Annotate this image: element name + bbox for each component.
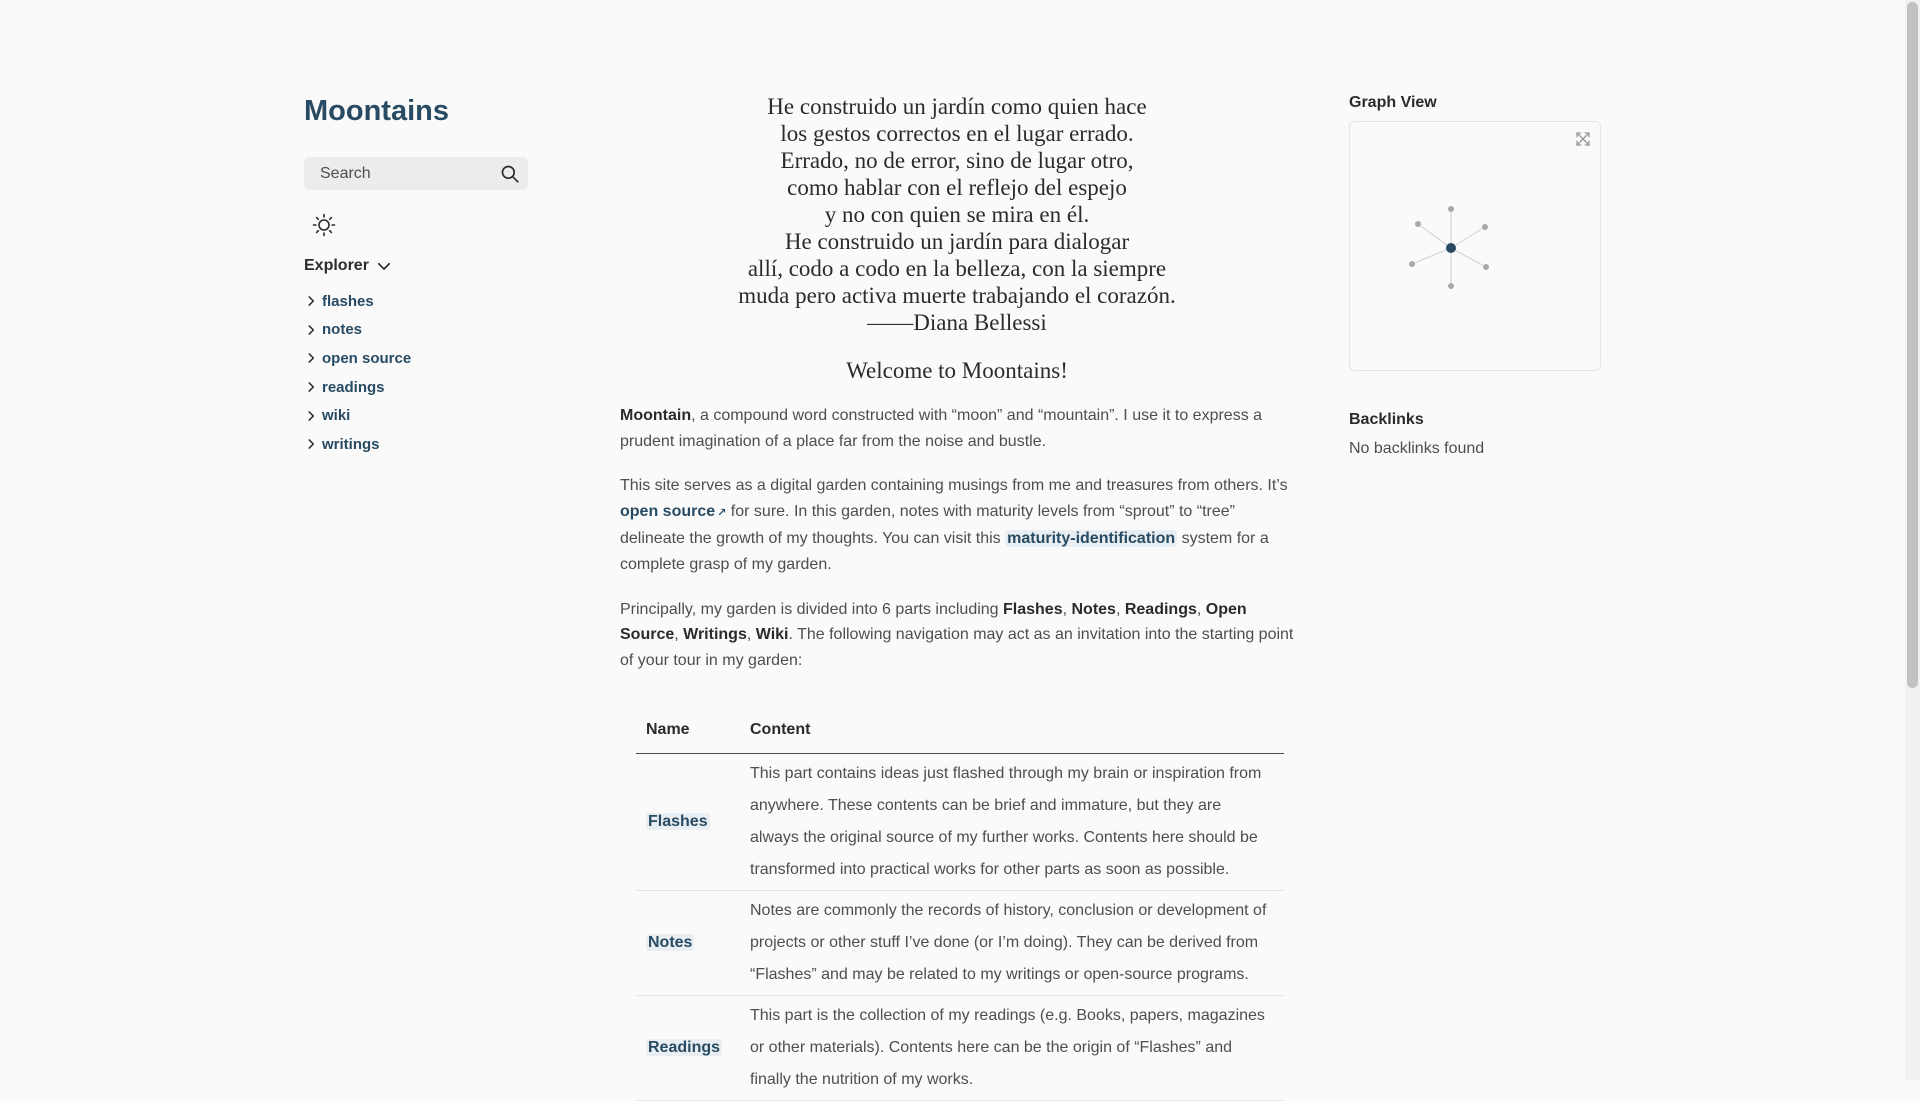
external-link-icon: ↗ — [717, 506, 727, 519]
table-cell-content: This part contains ideas just flashed through my brain or inspiration from anywhere. These contents can be brief and immature, but they are always the original source of my further works. Contents here should be transformed into practical works for other parts as soon as possible. — [740, 754, 1284, 891]
sun-icon — [312, 213, 336, 237]
table-row — [636, 754, 1284, 891]
chevron-right-icon — [304, 437, 318, 451]
paragraph-text: for sure. In this garden, notes with maturity levels from “sprout” to “tree” delineate the growth of my thoughts. You can visit this — [620, 502, 1235, 548]
chevron-right-icon — [304, 323, 318, 337]
separator: , — [1115, 600, 1125, 618]
explorer-item-writings[interactable] — [304, 430, 544, 459]
table-cell-content: Notes are commonly the records of history, conclusion or development of projects or other stuff I’ve done (or I’m doing). They can be derived from “Flashes” and may be related to my writings or open-source programs. — [740, 891, 1284, 996]
paragraph-text: system for a complete grasp of my garden. — [620, 530, 1269, 573]
graph-node[interactable] — [1448, 283, 1454, 289]
term-moontain: Moontain — [620, 407, 692, 424]
paragraph-text: , a compound word constructed with “moon” and “mountain”. I use it to express a prudent imagination of a place far from the noise and bustle. — [620, 407, 1263, 450]
poem-line: y no con quien se mira en él. — [824, 202, 1090, 227]
poem — [620, 93, 1294, 336]
graph-node[interactable] — [1448, 206, 1454, 212]
explorer-item-label: flashes — [322, 292, 374, 310]
readings-link[interactable]: Readings — [648, 1039, 721, 1057]
poem-line: He construido un jardín para dialogar — [784, 229, 1130, 254]
link-label: open source — [620, 502, 716, 520]
graph-canvas[interactable] — [1350, 122, 1602, 372]
backlinks-empty-text: No backlinks found — [1349, 440, 1485, 457]
graph-node[interactable] — [1482, 224, 1488, 230]
separator: , — [1196, 600, 1206, 618]
explorer-item-readings[interactable] — [304, 373, 544, 402]
site-title[interactable]: Moontains — [304, 95, 449, 127]
article — [620, 93, 1294, 1101]
explorer-item-flashes[interactable] — [304, 287, 544, 316]
poem-author: ——Diana Bellessi — [867, 310, 1047, 335]
paragraph-text: . The following navigation may act as an invitation into the starting point of your tour in my garden: — [620, 626, 1294, 669]
chevron-right-icon — [304, 380, 318, 394]
explorer-item-label: readings — [322, 378, 385, 396]
poem-line: como hablar con el reflejo del espejo — [787, 175, 1127, 200]
intro-paragraph-3 — [620, 597, 1294, 674]
part-flashes: Flashes — [1003, 600, 1063, 618]
explorer-item-label: open source — [322, 349, 412, 367]
explorer-item-label: notes — [322, 321, 363, 339]
maturity-identification-link[interactable]: maturity-identification — [1007, 530, 1176, 548]
expand-graph-icon[interactable] — [1574, 130, 1592, 148]
poem-line: muda pero activa muerte trabajando el corazón. — [738, 283, 1176, 308]
column-header-content: Content — [740, 711, 1284, 754]
flashes-link[interactable]: Flashes — [648, 813, 708, 831]
separator: , — [746, 626, 756, 644]
intro-paragraph-1 — [620, 403, 1294, 454]
part-open-source: Open Source — [620, 600, 1247, 644]
table-cell-name — [636, 996, 740, 1101]
part-wiki: Wiki — [755, 626, 789, 644]
explorer-item-open-source[interactable] — [304, 344, 544, 373]
table-row — [636, 996, 1284, 1101]
part-readings: Readings — [1124, 600, 1197, 618]
separator: , — [1062, 600, 1072, 618]
column-header-name: Name — [636, 711, 740, 754]
table-cell-content: This part is the collection of my readings (e.g. Books, papers, magazines or other materials). Contents here can be the origin of “Flashes” and finally the nutrition of my works. — [740, 996, 1284, 1101]
graph-view[interactable] — [1349, 121, 1601, 371]
explorer-item-wiki[interactable] — [304, 401, 544, 430]
part-writings: Writings — [683, 626, 747, 644]
poem-line: allí, codo a codo en la belleza, con la siempre — [747, 256, 1167, 281]
navigation-table-wrapper — [636, 711, 1284, 1101]
table-row — [636, 891, 1284, 996]
poem-line: los gestos correctos en el lugar errado. — [780, 121, 1134, 146]
separator: , — [674, 626, 684, 644]
explorer-item-notes[interactable] — [304, 316, 544, 345]
explorer-toggle[interactable] — [304, 257, 544, 275]
intro-paragraph-2 — [620, 473, 1294, 577]
explorer-item-label: writings — [322, 435, 380, 453]
navigation-table — [636, 711, 1284, 1101]
poem-line: Errado, no de error, sino de lugar otro, — [780, 148, 1134, 173]
table-header-row — [636, 711, 1284, 754]
backlinks-title: Backlinks — [1349, 411, 1424, 428]
explorer-item-label: wiki — [322, 407, 351, 425]
right-sidebar — [1349, 94, 1601, 458]
explorer-title: Explorer — [304, 257, 369, 274]
scrollbar-thumb[interactable] — [1907, 2, 1918, 688]
poem-line: He construido un jardín como quien hace — [767, 94, 1147, 119]
welcome-heading: Welcome to Moontains! — [846, 358, 1068, 383]
graph-view-title: Graph View — [1349, 94, 1437, 111]
table-cell-name — [636, 754, 740, 891]
chevron-right-icon — [304, 294, 318, 308]
theme-toggle[interactable] — [312, 213, 336, 237]
chevron-right-icon — [304, 409, 318, 423]
open-source-link[interactable] — [620, 503, 726, 520]
graph-node[interactable] — [1483, 264, 1489, 270]
search-button[interactable] — [304, 157, 528, 190]
chevron-down-icon — [375, 257, 393, 275]
search-label: Search — [320, 164, 371, 182]
search-icon — [500, 164, 520, 184]
graph-node[interactable] — [1415, 221, 1421, 227]
explorer-list — [304, 287, 544, 459]
page-scrollbar[interactable] — [1905, 0, 1920, 1080]
left-sidebar — [304, 92, 544, 459]
chevron-right-icon — [304, 351, 318, 365]
paragraph-text: Principally, my garden is divided into 6 parts including — [620, 600, 1004, 618]
part-notes: Notes — [1071, 600, 1116, 618]
table-cell-name — [636, 891, 740, 996]
graph-node[interactable] — [1409, 261, 1415, 267]
graph-node-current[interactable] — [1446, 243, 1456, 253]
notes-link[interactable]: Notes — [648, 934, 693, 952]
paragraph-text: This site serves as a digital garden containing musings from me and treasures from others. It’s — [620, 477, 1288, 495]
